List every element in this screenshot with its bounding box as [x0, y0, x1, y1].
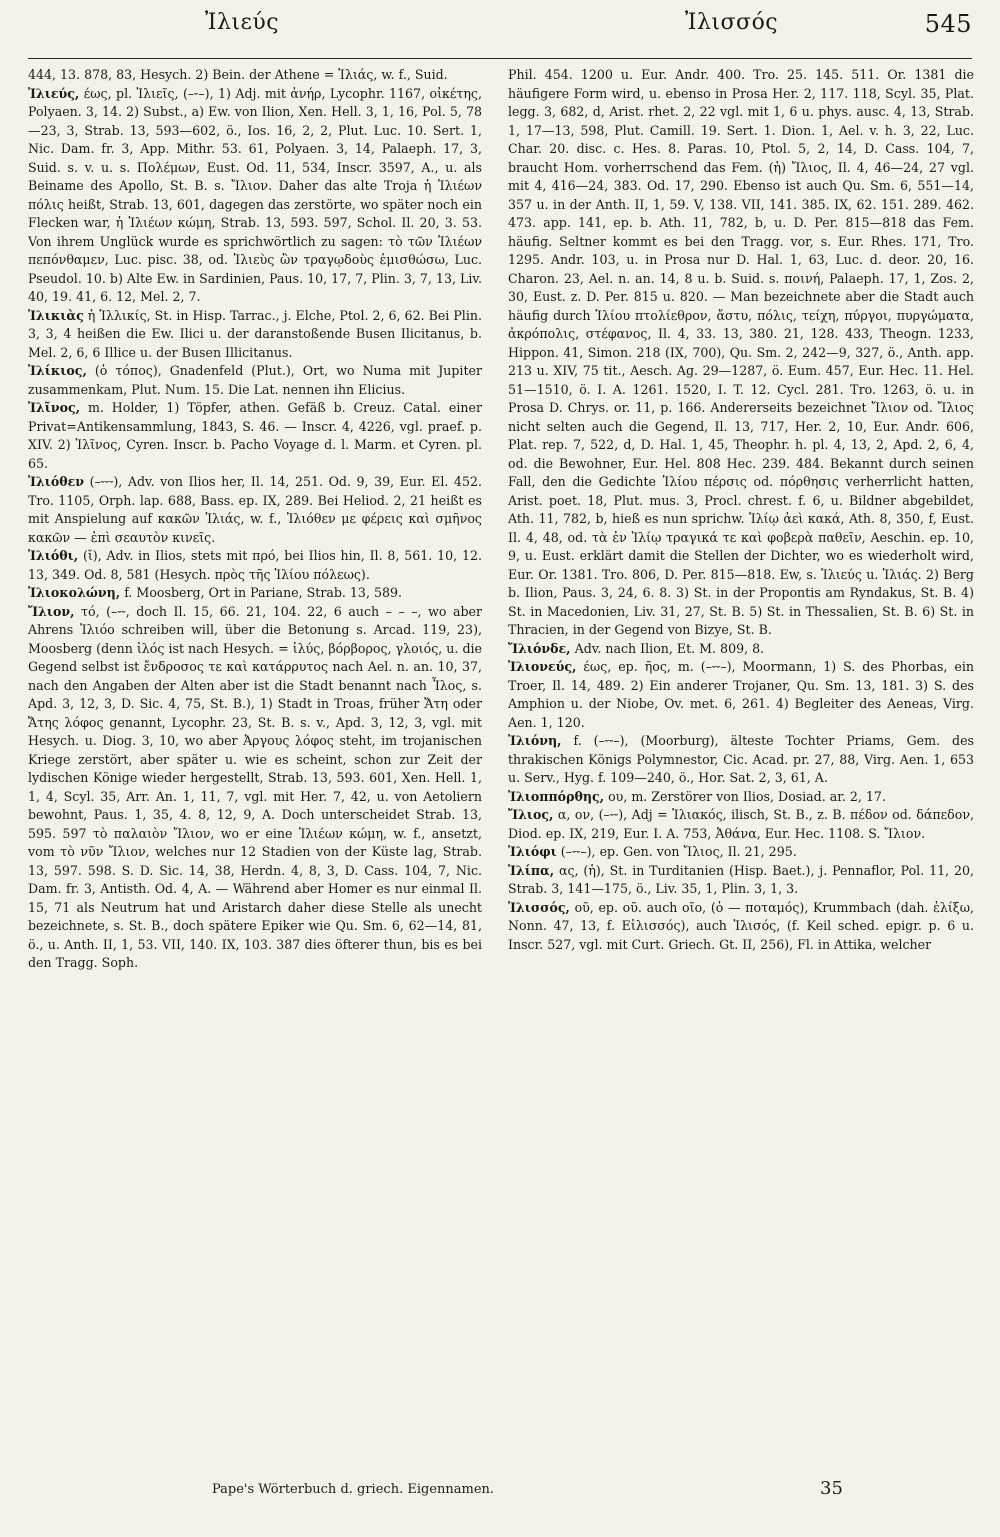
dictionary-entry	[508, 788, 974, 807]
entry-text: ου, m. Zerstörer von Ilios, Dosiad. ar. 2, 17.	[608, 788, 886, 804]
dictionary-entry	[28, 362, 482, 399]
page-number: 545	[924, 10, 972, 38]
dictionary-entry	[508, 862, 974, 899]
entry-text: f. Moosberg, Ort in Pariane, Strab. 13, 589.	[124, 585, 402, 600]
dictionary-entry	[28, 399, 482, 473]
dictionary-entry	[28, 603, 482, 973]
entry-text: (ῐ), Adv. in Ilios, stets mit πρό, bei Ilios hin, Il. 8, 561. 10, 12. 13, 349. Od. 8, 581 (Hesych. πρὸς τῆς Ἰλίου πόλεως).	[28, 548, 482, 582]
entry-text: Phil. 454. 1200 u. Eur. Andr. 400. Tro. 25. 145. 511. Or. 1381 die häufigere Form wird, u. ebenso in Prosa Her. 2, 117. 118, Scyl. 35, Plat. legg. 3, 682, d, Arist. rhet. 2, 22 vgl. mit 1, 6 u. phys. ausc. 4, 13, Strab. 1, 17—13, 598, Plut. Camill. 19. Sert. 1. Dion. 1, Ael. v. h. 3, 22, Luc. Char. 20. disc. c. Hes. 8. Paras. 10, Ptol. 5, 2, 14, D. Cass. 104, 7, braucht Hom. vorherrschend das Fem. (ἡ) Ἴλιος, Il. 4, 46—24, 27 vgl. mit 4, 416—24, 383. Od. 17, 290. Ebenso ist auch Qu. Sm. 6, 551—14, 357 u. in der Anth. II, 1, 59. V, 138. VII, 141. 385. IX, 62. 151. 289. 462. 473. app. 141, ep. b. Ath. 11, 782, b, u. D. Per. 815—818 das Fem. häufig. Seltner kommt es bei den Tragg. vor, s. Eur. Rhes. 171, Tro. 1295. Andr. 103, u. in Prosa nur D. Hal. 1, 63, Luc. d. deor. 20, 16. Charon. 23, Ael. n. an. 14, 8 u. b. Suid. s. ποινή, Palaeph. 17, 1, Zos. 2, 30, Eust. z. D. Per. 815 u. 820. — Man bezeichnete aber die Stadt auch häufig durch Ἰλίου πτολίεθρον, ἄστυ, πόλις, τείχη, πύργοι, πυργώματα, ἀκρόπολις, στέφανος, Il. 4, 33. 13, 380. 21, 128. 433, Theogn. 1233, Hippon. 41, Simon. 218 (IX, 700), Qu. Sm. 2, 242—9, 327, ö., Anth. app. 213 u. XIV, 75 tit., Aesch. Ag. 29—1287, ö. Eum. 457, Eur. Hec. 11. Hel. 51—1510, ö. I. A. 1261. 1520, I. T. 12. Cycl. 281. Tro. 1263, ö. u. in Prosa D. Chrys. or. 11, p. 166. Andererseits bezeichnet Ἴλιον od. Ἴλιος nicht selten auch die Gegend, Il. 13, 717, Her. 2, 10, Eur. Andr. 606, Plat. rep. 7, 522, d, D. Hal. 1, 45, Theophr. h. pl. 4, 13, 2, Apd. 2, 6, 4, od. die Bewohner, Eur. Hel. 808 Hec. 239. 484. Bekannt durch seinen Fall, den die Gedichte Ἰλίου πέρσις od. πόρθησις verherrlicht hatten, Arist. poet. 18, Plut. mus. 3, Procl. chrest. f. 6, u. Bildner abgebildet, Ath. 11, 782, b, hieß es nun sprichw. Ἰλίῳ ἀεὶ κακά, Ath. 8, 350, f, Eust. Il. 4, 48, od. τὰ ἐν Ἰλίῳ τραγικά τε καὶ φοβερὰ παθεῖν, Aeschin. ep. 10, 9, u. Eust. erklärt damit die Stellen der Dichter, wo es wiederholt wird, Eur. Or. 1381. Tro. 806, D. Per. 815—818. Ew, s. Ἰλιεύς u. Ἰλιάς. 2) Berg b. Ilion, Paus. 3, 24, 6. 8. 3) St. in der Propontis am Ryndakus, St. B. 4) St. in Macedonien, Liv. 31, 27, St. B. 5) St. in Thessalien, St. B. 6) St. in Thracien, in der Gegend von Bizye, St. B.	[508, 67, 974, 637]
entry-lemma: Ἰλίπα,	[508, 862, 555, 878]
entry-text: (ὁ τόπος), Gnadenfeld (Plut.), Ort, wo Numa mit Jupiter zusammenkam, Plut. Num. 15. Die Lat. nennen ihn Elicius.	[28, 363, 482, 397]
dictionary-entry	[508, 806, 974, 843]
entry-lemma: Ἴλιος,	[508, 807, 554, 822]
entry-text: ας, (ἡ), St. in Turditanien (Hisp. Baet.), j. Pennaflor, Pol. 11, 20, Strab. 3, 141—175, ö., Liv. 35, 1, Plin. 3, 1, 3.	[508, 862, 974, 896]
entry-lemma: Ἰλίκιος,	[28, 363, 87, 378]
entry-text: m. Holder, 1) Töpfer, athen. Gefäß b. Creuz. Catal. einer Privat=Antikensammlung, 1843, S. 46. — Inscr. 4, 4226, vgl. praef. p. XIV. 2) Ἰλῖνος, Cyren. Inscr. b. Pacho Voyage d. l. Marm. et Cyren. pl. 65.	[28, 400, 482, 471]
entry-text: έως, pl. Ἰλιεῖς, (–⏑–), 1) Adj. mit ἀνήρ, Lycophr. 1167, οἰκέτης, Polyaen. 3, 14. 2) Subst., a) Ew. von Ilion, Xen. Hell. 3, 1, 16, Pol. 5, 78 —23, 3, Strab. 13, 593—602, ö., Ios. 16, 2, 2, Plut. Luc. 10. Sert. 1, Nic. Dam. fr. 3, App. Mithr. 53. 61, Polyaen. 3, 14, Palaeph. 17, 3, Suid. s. v. u. s. Πολέμων, Eust. Od. 11, 534, Inscr. 3597, A., u. als Beiname des Apollo, St. B. s. Ἴλιον. Daher das alte Troja ἡ Ἰλιέων πόλις heißt, Strab. 13, 601, dagegen das zerstörte, wo später noch ein Flecken war, ἡ Ἰλιέων κώμη, Strab. 13, 593. 597, Schol. Il. 20, 3. 53. Von ihrem Unglück wurde es sprichwörtlich zu sagen: τὸ τῶν Ἰλιέων πεπόνθαμεν, Luc. pisc. 38, od. Ἰλιεὺς ὢν τραγῳδοὺς ἐμισθώσω, Luc. Pseudol. 10. b) Alte Ew. in Sardinien, Paus. 10, 17, 7, Plin. 3, 7, 13, Liv. 40, 19. 41, 6. 12, Mel. 2, 7.	[28, 85, 482, 304]
entry-text: τό, (–⏑⏑, doch Il. 15, 66. 21, 104. 22, 6 auch – – –, wo aber Ahrens Ἰλιόο schreiben will, über die Betonung s. Arcad. 119, 23), Moosberg (denn ἰλός ist nach Hesych. = ἰλύς, βόρβορος, γλοιός, u. die Gegend selbst ist ἔνδροσος τε καὶ κατάρρυτος nach Ael. n. an. 10, 37, nach den Angaben der Alten aber ist die Stadt benannt nach Ἶλος, s. Apd. 3, 12, 3, D. Sic. 4, 75, St. B.), 1) Stadt in Troas, früher Ἄτη oder Ἄτης λόφος genannt, Lycophr. 23, St. B. s. v., Apd. 3, 12, 3, vgl. mit Hesych. u. Diog. 3, 10, wo aber Ἀργους λόφος steht, im trojanischen Kriege zerstört, aber später u. wie es scheint, schon zur Zeit der lydischen Könige wieder hergestellt, Strab. 13, 593. 601, Xen. Hell. 1, 1, 4, Scyl. 35, Arr. An. 1, 11, 7, vgl. mit Her. 7, 42, u. von Aetoliern bewohnt, Paus. 1, 35, 4. 8, 12, 9, A. Doch unterscheidet Strab. 13, 595. 597 τὸ παλαιὸν Ἴλιον, wo er eine Ἰλιέων κώμη, w. f., ansetzt, vom τὸ νῦν Ἴλιον, welches nur 12 Stadien von der Küste lag, Strab. 13, 597. 598. S. D. Sic. 14, 38, Herdn. 4, 8, 3, D. Cass. 104, 7, Nic. Dam. fr. 3, Antisth. Od. 4, A. — Während aber Homer es nur einmal Il. 15, 71 als Neutrum hat und Aristarch daher diese Stelle als unecht bezeichnete, s. St. B., doch spätere Epiker wie Qu. Sm. 6, 62—14, 81, ö., u. Anth. II, 1, 53. VII, 140. IX, 103. 387 dies öfterer thun, bis es bei den Tragg. Soph.	[28, 603, 482, 970]
dictionary-entry	[28, 66, 482, 85]
header-rule	[28, 58, 972, 59]
entry-text: οῦ, ep. οῦ. auch οῖο, (ὁ — ποταμός), Krummbach (dah. ἑλίξω, Nonn. 47, 13, f. Εἰλισσός), auch Ἰλισός, (f. Keil sched. epigr. p. 6 u. Inscr. 527, vgl. mit Curt. Griech. Gt. II, 256), Fl. in Attika, welcher	[508, 899, 974, 952]
dictionary-entry	[508, 732, 974, 788]
dictionary-entry	[508, 899, 974, 955]
entry-lemma: Ἴλιόνδε,	[508, 640, 571, 656]
dictionary-entry	[28, 307, 482, 363]
entry-lemma: Ἰλιόθι,	[28, 548, 79, 563]
entry-lemma: Ἰλιόφι	[508, 844, 557, 859]
running-head-right: Ἰλισσός	[685, 10, 779, 35]
entry-text: f. (–⏑⏑–), (Moorburg), älteste Tochter Priams, Gem. des thrakischen Königs Polymnestor, Cic. Acad. pr. 27, 88, Virg. Aen. 1, 653 u. Serv., Hyg. f. 109—240, ö., Hor. Sat. 2, 3, 61, A.	[508, 733, 974, 785]
entry-lemma: Ἰλιοππόρθης,	[508, 788, 605, 804]
dictionary-entry	[28, 584, 482, 603]
dictionary-entry	[508, 66, 974, 640]
entry-text: έως, ep. ῆος, m. (–⏑⏑–), Moormann, 1) S. des Phorbas, ein Troer, Il. 14, 489. 2) Ein anderer Trojaner, Qu. Sm. 13, 181. 3) S. des Amphion u. der Niobe, Ov. met. 6, 261. 4) Begleiter des Aeneas, Virg. Aen. 1, 120.	[508, 659, 974, 730]
running-head-left: Ἰλιεύς	[205, 10, 280, 35]
entry-text: (–⏑⏑–), ep. Gen. von Ἴλιος, Il. 21, 295.	[560, 844, 797, 859]
entry-lemma: Ἰλιοκολώνη,	[28, 585, 121, 600]
entry-text: 444, 13. 878, 83, Hesych. 2) Bein. der Athene = Ἰλιάς, w. f., Suid.	[28, 67, 448, 82]
entry-lemma: Ἰλιονεύς,	[508, 659, 577, 674]
dictionary-entry	[28, 85, 482, 307]
entry-text: (–⏑⏑⏑), Adv. von Ilios her, Il. 14, 251. Od. 9, 39, Eur. El. 452. Tro. 1105, Orph. lap. 688, Bass. ep. IX, 289. Bei Heliod. 2, 21 heißt es mit Anspielung auf κακῶν Ἰλιάς, w. f., Ἰλιόθεν με φέρεις καὶ σμῆνος κακῶν — ἐπὶ σεαυτὸν κινεῖς.	[28, 474, 482, 545]
footer-imprint: Pape's Wörterbuch d. griech. Eigennamen.	[212, 1482, 495, 1497]
dictionary-entry	[508, 658, 974, 732]
entry-lemma: Ἰλικιὰς	[28, 307, 84, 323]
dictionary-entry	[508, 843, 974, 862]
entry-lemma: Ἰλιόνη,	[508, 733, 562, 748]
signature-mark: 35	[820, 1478, 843, 1499]
entry-lemma: Ἰλῖνος,	[28, 400, 81, 415]
entry-lemma: Ἴλιον,	[28, 603, 75, 619]
dictionary-entry	[28, 473, 482, 547]
dictionary-entry	[508, 640, 974, 659]
entry-lemma: Ἰλισσός,	[508, 899, 570, 915]
dictionary-entry	[28, 547, 482, 584]
left-column	[28, 66, 482, 1466]
entry-text: Adv. nach Ilion, Et. M. 809, 8.	[574, 640, 765, 656]
entry-text: α, ον, (–⏑⏑), Adj = Ἰλιακός, ilisch, St. B., z. B. πέδον od. δάπεδον, Diod. ep. IX, 219, Eur. I. A. 753, Ἀθάνα, Eur. Hec. 1108. S. Ἴλιον.	[508, 807, 974, 841]
entry-lemma: Ἰλιεύς,	[28, 85, 80, 101]
right-column	[508, 66, 974, 1466]
entry-lemma: Ἰλιόθεν	[28, 474, 85, 489]
entry-text: ἡ Ἰλλικίς, St. in Hisp. Tarrac., j. Elche, Ptol. 2, 6, 62. Bei Plin. 3, 3, 4 heißen die Ew. Ilici u. der daranstoßende Busen Ilicitanus, b. Mel. 2, 6, 6 Illice u. der Busen Illicitanus.	[28, 307, 482, 360]
